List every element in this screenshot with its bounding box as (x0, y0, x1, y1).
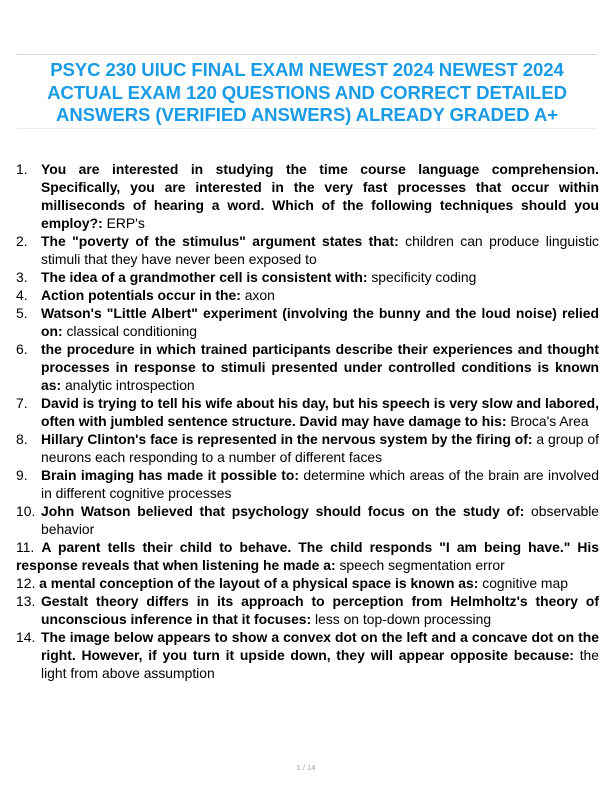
question-number: 12. (16, 575, 36, 591)
answer-text: classical conditioning (66, 323, 197, 339)
question-text: A parent tells their child to behave. The child responds "I am being have." His response reveals that when listening he made a: (16, 539, 600, 573)
question-number: 13. (16, 593, 36, 609)
question-text: Gestalt theory differs in its approach to perception from Helmholtz's theory of unconscious inference in that it focuses: (41, 593, 599, 627)
question-item (16, 160, 599, 232)
question-item (16, 466, 599, 502)
question-text: Action potentials occur in the: (41, 287, 241, 303)
question-number: 8. (16, 431, 28, 447)
question-item (16, 304, 599, 340)
question-item (16, 268, 599, 286)
answer-text: speech segmentation error (339, 557, 505, 573)
question-text: The idea of a grandmother cell is consistent with: (41, 269, 368, 285)
question-item (16, 286, 599, 304)
question-text: a mental conception of the layout of a physical space is known as: (39, 575, 479, 591)
question-number: 7. (16, 395, 28, 411)
question-number: 11. (16, 539, 35, 555)
question-item (16, 538, 599, 574)
question-item (16, 628, 599, 682)
answer-text: Broca's Area (510, 413, 589, 429)
answer-text: ERP's (106, 215, 145, 231)
answer-text: cognitive map (482, 575, 568, 591)
question-number: 6. (16, 341, 28, 357)
question-item (16, 430, 599, 466)
question-text: Watson's "Little Albert" experiment (involving the bunny and the loud noise) relied on: (41, 305, 599, 339)
answer-text: analytic introspection (64, 377, 195, 393)
answer-text: a group of neurons each responding to a number of different faces (41, 431, 600, 465)
answer-text: specificity coding (371, 269, 477, 285)
question-number: 5. (16, 305, 28, 321)
question-item (16, 232, 599, 268)
question-item (16, 592, 599, 628)
question-item (16, 502, 599, 538)
page-indicator: 1 / 14 (296, 763, 316, 772)
question-number: 14. (16, 629, 36, 645)
document-title: PSYC 230 UIUC FINAL EXAM NEWEST 2024 NEWEST 2024 ACTUAL EXAM 120 QUESTIONS AND CORRECT DETAILED ANSWERS (VERIFIED ANSWERS) ALREADY GRADED A+ (47, 59, 567, 125)
question-text: The image below appears to show a convex dot on the left and a concave dot on the right. However, if you turn it upside down, they will appear opposite because: (41, 629, 599, 663)
question-number: 10. (16, 503, 36, 519)
question-text: David is trying to tell his wife about his day, but his speech is very slow and labored, often with jumbled sentence structure. David may have damage to his: (41, 395, 599, 429)
question-number: 9. (16, 467, 28, 483)
answer-text: axon (244, 287, 275, 303)
answer-text: the light from above assumption (41, 647, 600, 681)
question-text: You are interested in studying the time course language comprehension. Specifically, you are interested in the very fast processes that occur within milliseconds of hearing a word. Which of the following techniques should you employ?: (41, 161, 599, 231)
question-item (16, 574, 599, 592)
question-number: 3. (16, 269, 28, 285)
question-text: The "poverty of the stimulus" argument states that: (41, 233, 399, 249)
answer-text: observable behavior (41, 503, 600, 537)
answer-text: determine which areas of the brain are involved in different cognitive processes (41, 467, 599, 501)
question-text: Brain imaging has made it possible to: (41, 467, 299, 483)
question-item (16, 340, 599, 394)
question-number: 2. (16, 233, 28, 249)
question-number: 1. (16, 161, 28, 177)
question-number: 4. (16, 287, 28, 303)
title-divider (17, 128, 597, 129)
question-text: Hillary Clinton's face is represented in the nervous system by the firing of: (41, 431, 533, 447)
question-text: John Watson believed that psychology should focus on the study of: (41, 503, 525, 519)
answer-text: less on top-down processing (315, 611, 492, 627)
question-text: the procedure in which trained participants describe their experiences and thought processes in response to stimuli presented under controlled conditions is known as: (41, 341, 599, 393)
answer-text: children can produce linguistic stimuli that they have never been exposed to (41, 233, 600, 267)
top-divider (17, 54, 597, 55)
question-item (16, 394, 599, 430)
question-list (16, 160, 599, 682)
